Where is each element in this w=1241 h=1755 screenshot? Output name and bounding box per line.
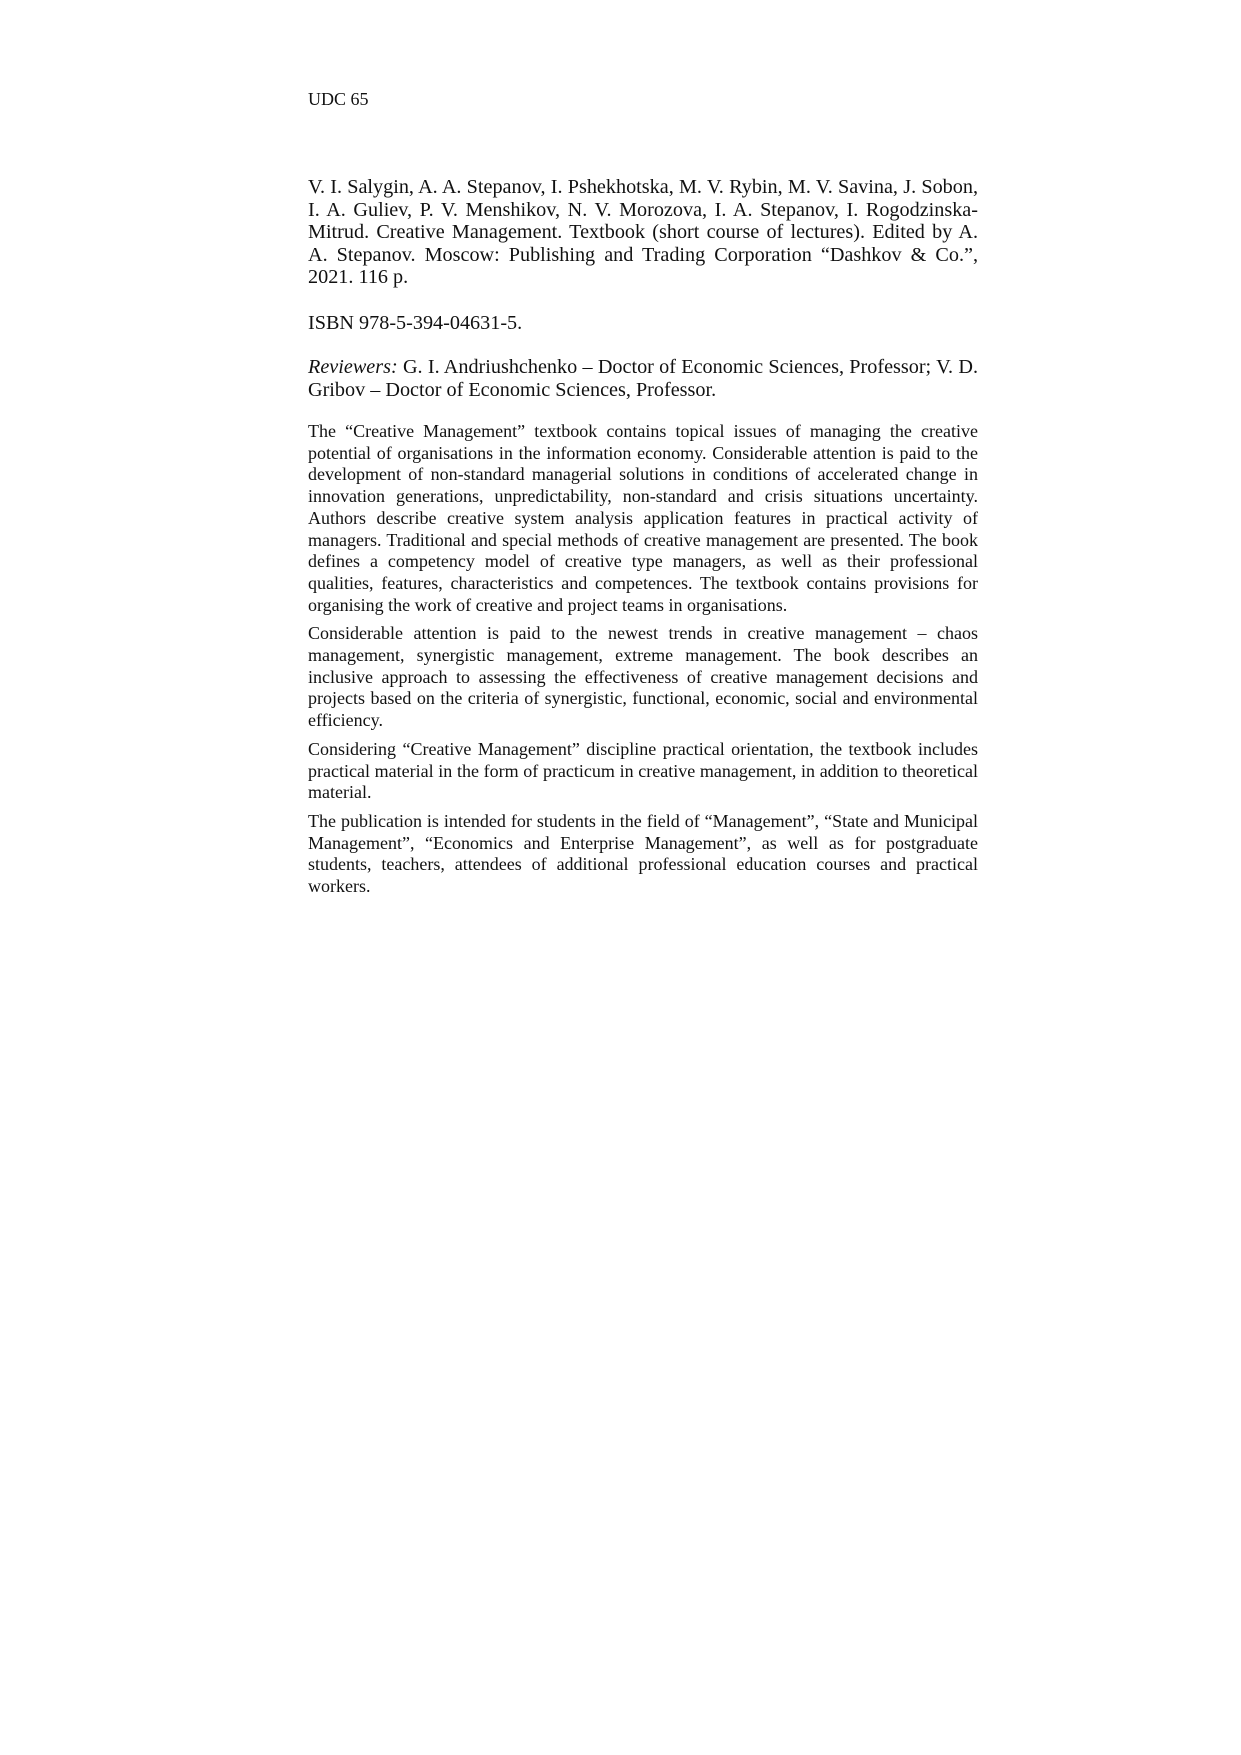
abstract-paragraph: The “Creative Management” textbook contains topical issues of managing the creative potential of organisations in the information economy. Considerable attention is paid to the development of non-standard managerial solutions in conditions of accelerated change in innovation generations, unpredictability, non-standard and crisis situations uncertainty. Authors describe creative system analysis application features in practical activity of managers. Traditional and special methods of creative management are presented. The book defines a competency model of creative type managers, as well as their professional qualities, features, characteristics and competences. The textbook contains provisions for organising the work of creative and project teams in organisations. xyxy=(308,421,978,615)
bibliographic-citation: V. I. Salygin, A. A. Stepanov, I. Pshekhotska, M. V. Rybin, M. V. Savina, J. Sobon, I. A. Guliev, P. V. Menshikov, N. V. Morozova, I. A. Stepanov, I. Rogodzinska-Mitrud. Creative Management. Textbook (short course of lectures). Edited by A. A. Stepanov. Moscow: Publishing and Trading Corporation “Dashkov & Co.”, 2021. 116 p. xyxy=(308,176,978,288)
abstract-paragraph: Considering “Creative Management” discipline practical orientation, the textbook includes practical material in the form of practicum in creative management, in addition to theoretical material. xyxy=(308,738,978,803)
isbn: ISBN 978-5-394-04631-5. xyxy=(308,312,523,334)
abstract xyxy=(308,421,978,905)
reviewers-label: Reviewers: xyxy=(308,356,398,378)
abstract-paragraph: The publication is intended for students in the field of “Management”, “State and Municipal Management”, “Economics and Enterprise Management”, as well as for postgraduate students, teachers, attendees of additional professional education courses and practical workers. xyxy=(308,810,978,897)
abstract-paragraph: Considerable attention is paid to the newest trends in creative management – chaos management, synergistic management, extreme management. The book describes an inclusive approach to assessing the effectiveness of creative management decisions and projects based on the criteria of synergistic, functional, economic, social and environmental efficiency. xyxy=(308,623,978,731)
reviewers xyxy=(308,356,978,401)
udc-code: UDC 65 xyxy=(308,89,369,109)
reviewers-text: G. I. Andriushchenko – Doctor of Economic Sciences, Professor; V. D. Gribov – Doctor of Economic Sciences, Professor. xyxy=(308,356,978,401)
